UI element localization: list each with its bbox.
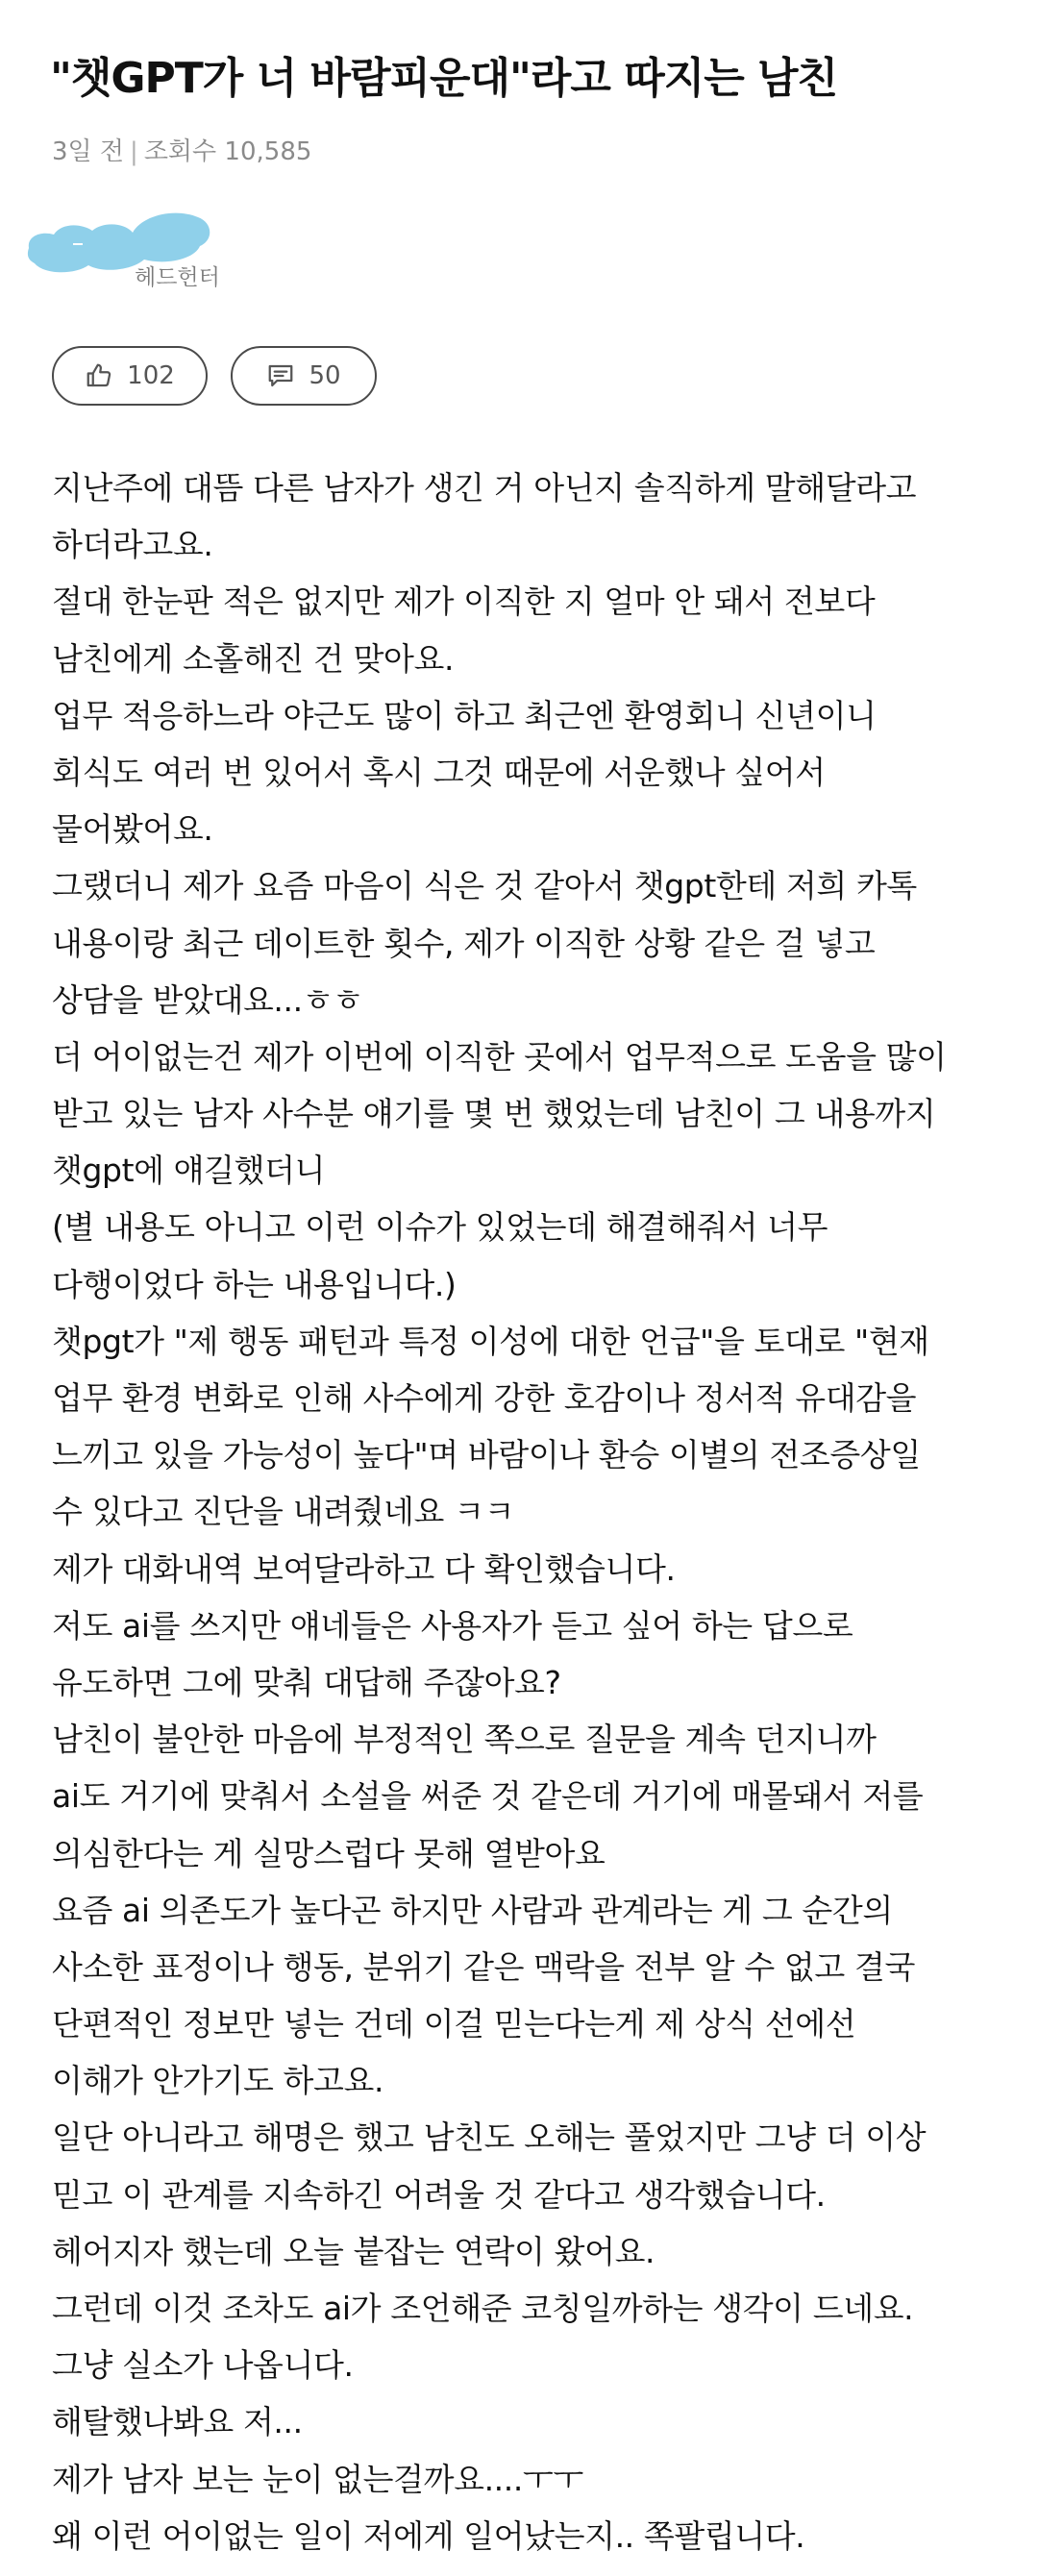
view-count: 조회수 10,585 [143,137,312,166]
body-line: 사소한 표정이나 행동, 분위기 같은 맥락을 전부 알 수 없고 결국 [52,1947,915,1986]
body-line: 요즘 ai 의존도가 높다곤 하지만 사람과 관계라는 게 그 순간의 [52,1891,893,1929]
body-line: 업무 환경 변화로 인해 사수에게 강한 호감이나 정서적 유대감을 [52,1379,917,1417]
body-line: 챗pgt가 "제 행동 패턴과 특정 이성에 대한 언급"을 토대로 "현재 [52,1322,929,1360]
body-line: 느끼고 있을 가능성이 높다"며 바람이나 환승 이별의 전조증상일 [52,1436,921,1474]
body-line: ai도 거기에 맞춰서 소설을 써준 것 같은데 거기에 매몰돼서 저를 [52,1777,924,1816]
body-line: 회식도 여러 번 있어서 혹시 그것 때문에 서운했나 싶어서 [52,753,826,791]
like-button[interactable] [52,346,208,406]
body-line: 지난주에 대뜸 다른 남자가 생긴 거 아닌지 솔직하게 말해달라고 [52,469,917,507]
body-line: 절대 한눈판 적은 없지만 제가 이직한 지 얼마 안 돼서 전보다 [52,582,876,621]
post-body [52,459,1013,2564]
body-line: 업무 적응하느라 야근도 많이 하고 최근엔 환영회니 신년이니 [52,696,877,734]
author-name[interactable]: 헤드헌터 [135,265,220,290]
post-time: 3일 전 [52,137,125,166]
comment-button[interactable] [231,346,377,406]
comment-count: 50 [309,361,341,390]
body-line: 믿고 이 관계를 지속하긴 어려울 것 같다고 생각했습니다. [52,2175,826,2214]
body-line: 그랬더니 제가 요즘 마음이 식은 것 같아서 챗gpt한테 저희 카톡 [52,867,917,905]
body-line: 하더라고요. [52,526,213,564]
body-line: 제가 대화내역 보여달라하고 다 확인했습니다. [52,1549,676,1588]
comment-icon [266,361,295,390]
post-meta [52,135,311,169]
post-title: "챗GPT가 너 바람피운대"라고 따지는 남친 [50,54,838,103]
body-line: 유도하면 그에 맞춰 대답해 주잖아요? [52,1663,561,1701]
body-line: (별 내용도 아니고 이런 이슈가 있었는데 해결해줘서 너무 [52,1208,828,1247]
body-line: 왜 이런 어이없는 일이 저에게 일어났는지.. 쪽팔립니다. [52,2516,805,2555]
body-line: 이해가 안가기도 하고요. [52,2062,384,2100]
body-line: 상담을 받았대요...ㅎㅎ [52,980,363,1019]
body-line: 다행이었다 하는 내용입니다.) [52,1265,457,1303]
body-line: 내용이랑 최근 데이트한 횟수, 제가 이직한 상황 같은 걸 넣고 [52,924,876,962]
body-line: 헤어지자 했는데 오늘 붙잡는 연락이 왔어요. [52,2232,655,2270]
meta-separator: | [130,137,138,166]
body-line: 제가 남자 보는 눈이 없는걸까요....ㅜㅜ [52,2460,583,2498]
body-line: 수 있다고 진단을 내려줬네요 ㅋㅋ [52,1493,515,1531]
thumbs-up-icon [85,361,113,390]
author-info[interactable] [21,202,309,308]
body-line: 챗gpt에 얘길했더니 [52,1152,326,1190]
body-line: 저도 ai를 쓰지만 얘네들은 사용자가 듣고 싶어 하는 답으로 [52,1606,853,1645]
body-line: 그런데 이것 조차도 ai가 조언해준 코칭일까하는 생각이 드네요. [52,2290,914,2327]
body-line: 물어봤어요. [52,810,213,849]
body-line: 해탈했나봐요 저... [52,2403,303,2441]
body-line: 그냥 실소가 나옵니다. [52,2346,354,2385]
body-line: 더 어이없는건 제가 이번에 이직한 곳에서 업무적으로 도움을 많이 [52,1037,947,1076]
body-line: 받고 있는 남자 사수분 얘기를 몇 번 했었는데 남친이 그 내용까지 [52,1095,936,1133]
body-line: 남친이 불안한 마음에 부정적인 쪽으로 질문을 계속 던지니까 [52,1721,877,1759]
body-line: 일단 아니라고 해명은 했고 남친도 오해는 풀었지만 그냥 더 이상 [52,2118,927,2157]
body-line: 남친에게 소홀해진 건 맞아요. [52,639,455,678]
body-line: 단편적인 정보만 넣는 건데 이걸 믿는다는게 제 상식 선에선 [52,2005,856,2043]
like-count: 102 [127,361,175,390]
body-line: 의심한다는 게 실망스럽다 못해 열받아요 [52,1834,606,1872]
